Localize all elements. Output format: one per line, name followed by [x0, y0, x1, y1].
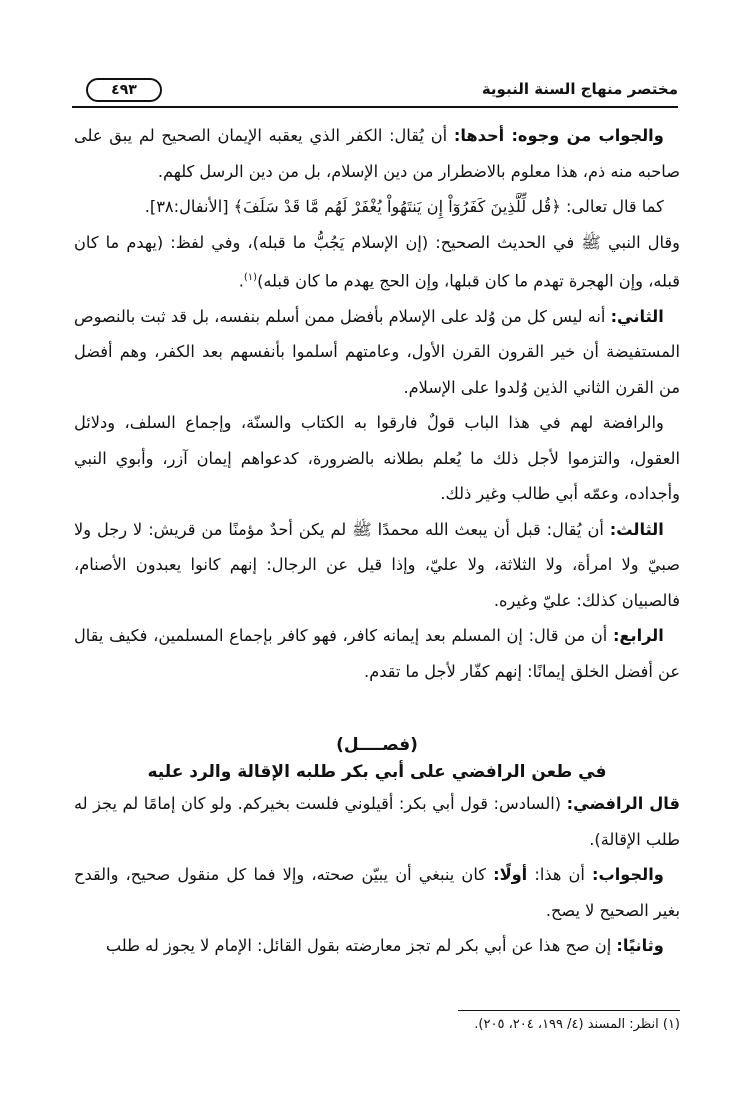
paragraph-lead: الثاني:: [610, 306, 664, 326]
paragraph-hadith: [74, 225, 680, 299]
page-number-badge: ٤٩٣: [86, 78, 162, 102]
section-title: في طعن الرافضي على أبي بكر طلبه الإقالة والرد عليه: [147, 762, 607, 782]
section-heading: [74, 732, 680, 786]
paragraph-text: والرافضة لهم في هذا الباب قولٌ فارقوا به الكتاب والسنّة، وإجماع السلف، ودلائل العقول، والتزموا لأجل ذلك ما يُعلم بطلانه بالضرورة، كدعواهم إيمان آزر، وأبوي النبي وأجداده، وعمّه أبي طالب وغير ذلك.: [74, 413, 680, 504]
paragraph-text-secondary: كان ينبغي أن يبيّن صحته، وإلا فما كل منقول صحيح، والقدح بغير الصحيح لا يصح.: [74, 865, 680, 920]
paragraph-quran-citation: [74, 189, 680, 225]
paragraph-fourth-answer: [74, 618, 680, 689]
page-header: [72, 70, 678, 110]
paragraph-third-answer: [74, 512, 680, 619]
paragraph-answer-second: [74, 928, 680, 964]
paragraph-lead: قال الرافضي:: [566, 794, 680, 813]
footnote: (١) انظر: المسند (٤/ ١٩٩، ٢٠٤، ٢٠٥).: [474, 1017, 680, 1032]
paragraph-second-answer: [74, 299, 680, 406]
paragraph-text: أن يُقال: قبل أن يبعث الله محمدًا ﷺ لم يكن أحدٌ مؤمنًا من قريش: لا رجل ولا صبيّ ولا امرأة، ولا الثلاثة، ولا عليّ، وإذا قيل عن الرجال: إنهم كانوا يعبدون الأصنام، فالصبيان كذلك: عليّ وغيره.: [74, 519, 680, 610]
paragraph-text: إن صح هذا عن أبي بكر لم تجز معارضته بقول القائل: الإمام لا يجوز له طلب: [105, 936, 617, 955]
main-text: [74, 118, 680, 689]
paragraph-answer-first: [74, 857, 680, 928]
paragraph-lead: الرابع:: [612, 626, 664, 646]
section-label: (فصــــل): [336, 735, 418, 755]
paragraph-rafidi-claim: [74, 786, 680, 857]
section-text: [74, 786, 680, 964]
book-title: مختصر منهاج السنة النبوية: [481, 80, 678, 98]
paragraph-text: أن من قال: إن المسلم بعد إيمانه كافر، فهو كافر بإجماع المسلمين، فكيف يقال عن أفضل الخلق إيمانًا: إنهم كفّار لأجل ما تقدم.: [74, 626, 680, 681]
paragraph-text: (السادس: قول أبي بكر: أقيلوني فلست بخيركم. ولو كان إمامًا لم يجز له طلب الإقالة).: [74, 794, 680, 849]
paragraph-text: وقال النبي ﷺ في الحديث الصحيح: (إن الإسلام يَجُبُّ ما قبله)، وفي لفظ: (يهدم ما كان قبله، وإن الهجرة تهدم ما كان قبلها، وإن الحج يهدم ما كان قبله): [74, 232, 680, 291]
paragraph-text: كما قال تعالى:: [560, 197, 664, 216]
paragraph-lead: الثالث:: [609, 519, 664, 539]
paragraph-lead-secondary: أولًا:: [493, 865, 528, 884]
paragraph-lead: والجواب من وجوه: أحدها:: [453, 126, 664, 145]
footnote-divider: [458, 1010, 680, 1011]
paragraph-lead: وثانيًا:: [616, 936, 664, 955]
header-divider: [72, 106, 678, 108]
paragraph-rafida: [74, 405, 680, 512]
paragraph-text: أن يُقال: الكفر الذي يعقبه الإيمان الصحيح لم يبق على صاحبه منه ذم، هذا معلوم بالاضطرار من دين الإسلام، بل من دين الرسل كلهم.: [74, 126, 680, 181]
paragraph-lead: والجواب:: [592, 865, 664, 884]
quran-verse: ﴿قُل لِّلَّذِينَ كَفَرُوٓاْ إِن يَنتَهُواْ يُغْفَرْ لَهُم مَّا قَدْ سَلَفَ﴾: [233, 197, 561, 216]
paragraph-text: أنه ليس كل من وُلد على الإسلام بأفضل ممن أسلم بنفسه، بل قد ثبت بالنصوص المستفيضة أن خير القرون القرن الأول، وعامتهم أسلموا بأنفسهم بعد الكفر، وهم أفضل من القرن الثاني الذين وُلدوا على الإسلام.: [74, 306, 680, 397]
paragraph-text: أن هذا:: [527, 865, 593, 884]
paragraph-first-answer: [74, 118, 680, 189]
verse-reference: [الأنفال:٣٨].: [144, 197, 234, 216]
footnote-reference: (١): [243, 272, 258, 283]
paragraph-end: .: [238, 271, 244, 291]
